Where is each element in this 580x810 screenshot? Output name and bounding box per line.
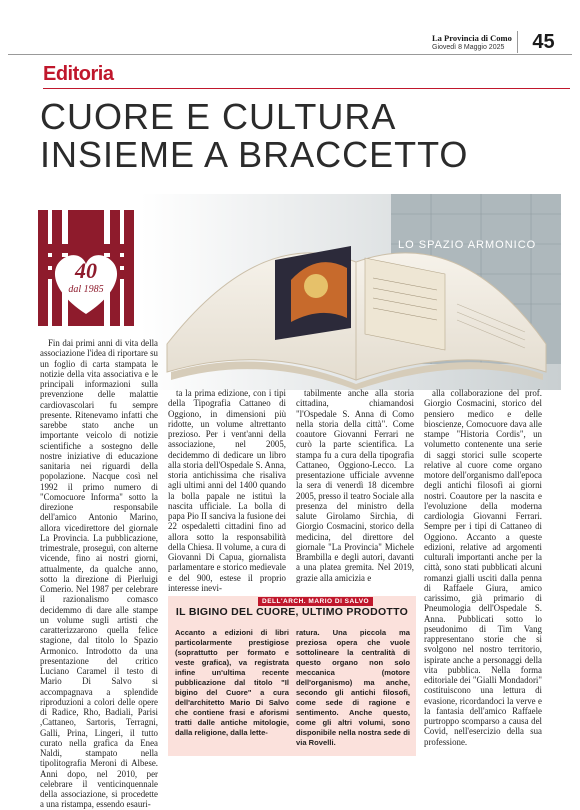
sidebar-kicker: DELL'ARCH. MARIO DI SALVO xyxy=(258,597,373,606)
anniversary-logo xyxy=(38,210,134,326)
article-column-1 xyxy=(40,338,158,810)
article-paragraph: Fin dai primi anni di vita della associazione l'idea di riportare su un foglio di carta stampata le notizie della vita associativa e le principali informazioni sulla prevenzione delle malattie cardiovascolari fu sempre presente. Ritenevamo infatti che sarebbe stato anche un importante veicolo di notizie scientifiche a sostegno delle nostre iniziative di educazione sanitaria nei riguardi della popolazione. Nacque così nel 1992 il primo numero di "Comocuore Informa" sotto la direzione responsabile dell'amico Antonio Marino, allora vicedirettore del giornale La Provincia. La pubblicazione, trimestrale, proseguì, con alterne vicende, fino ai nostri giorni, attualmente, da qualche anno, sotto la direzione di Pierluigi Comerio. Nel 1987 per celebrare il razionalismo comasco decidemmo di dare alle stampe un volume sugli artisti che caratterizzarono quella felice stagione, dal titolo lo Spazio Armonico. Introdotto da una presentazione del critico Luciano Caramel il testo di Mario Di Salvo si accompagnava a splendide riproduzioni a colori delle opere di Radice, Rho, Badiali, Parisi ,Cattaneo, Sartoris, Terragni, Galli, Prina, Lingeri, il tutto curato nella grafica da Enea Naldi, stampato nella tipolitografia Meroni di Albese. Anni dopo, nel 2010, per celebrare il venticinquennale della associazione, si procedette a una ristampa, essendo esauri- xyxy=(40,338,158,810)
open-book-image xyxy=(141,194,561,390)
article-paragraph: tabilmente anche alla storia cittadina, chiamandosi "l'Ospedale S. Anna di Como nella storia della città". Come coautore Giovanni Ferrari ne curò la parte scientifica. La stampa fu a cura della tipografia Cattaneo, Oggiono-Lecco. La presentazione ufficiale avvenne la sera di venerdì 18 dicembre 2005, presso il teatro Sociale alla presenza del ministro della salute Girolamo Sirchia, di Giorgio Cosmacini, storico della medicina, del direttore del giornale "La Provincia" Michele Brambilla e degli autori, davanti a una platea gremita. Nel 2019, grazie alla amicizia e xyxy=(296,388,414,583)
headline-line-1: CUORE E CULTURA xyxy=(40,96,397,137)
header-divider xyxy=(8,54,572,55)
article-paragraph: alla collaborazione del prof. Giorgio Cosmacini, storico del pensiero medico e delle bioscienze, Comocuore dava alle stampe "Historia Cordis", un volumetto contenente una serie di saggi storici sulle scoperte relative al cuore come organo motore dell'organismo dall'epoca degli antichi filosofi ai giorni nostri. Coautore per la nascita e l'evoluzione della moderna cardiologia Giovanni Ferrari. Sempre per i tipi di Cattaneo di Oggiono. Accanto a queste edizioni, relative ad argomenti culturali importanti anche per la città, sono stati pubblicati alcuni romanzi gialli usciti dalla penna di Raffaele Giura, amico carissimo, già primario di Pneumologia dell'Ospedale S. Anna. Pubblicati sotto lo pseudonimo di Tim Vang rappresentano storie che si svolgono nel nostro territorio, ispirate anche a personaggi della vita pubblica. Nella forma editoriale dei "Gialli Mondadori" costituiscono una lettura di evasione, ricordandoci la verve e la fantasia dell'amico Raffaele purtroppo scomparso a causa del Covid, nell'esercizio della sua professione. xyxy=(424,388,542,747)
masthead xyxy=(432,34,522,52)
article-column-2 xyxy=(168,388,286,593)
publication-date: Giovedì 8 Maggio 2025 xyxy=(432,44,505,51)
headline xyxy=(40,98,560,174)
section-divider xyxy=(43,88,570,89)
headline-line-2: INSIEME A BRACCETTO xyxy=(40,134,469,175)
page-number: 45 xyxy=(517,31,569,53)
article-column-3 xyxy=(296,388,414,583)
logo-since: dal 1985 xyxy=(68,284,104,295)
publication-name: La Provincia di Como xyxy=(432,33,512,43)
sidebar-title: IL BIGINO DEL CUORE, ULTIMO PRODOTTO xyxy=(175,606,409,618)
sidebar-column-1: Accanto a edizioni di libri particolarmente prestigiose (soprattutto per formato e veste grafica), va registrata infine un'ultima recente pubblicazione dal titolo "Il bigino del Cuore" a cura dell'architetto Mario Di Salvo che contiene frasi e aforismi tratti dalle antiche mitologie, dalla religione, dalla lette- xyxy=(175,628,289,737)
logo-number: 40 xyxy=(75,258,97,283)
article-column-4 xyxy=(424,388,542,747)
section-label: Editoria xyxy=(43,63,114,85)
book-cover-title: LO SPAZIO ARMONICO xyxy=(398,239,537,251)
article-paragraph: ta la prima edizione, con i tipi della Tipografia Cattaneo di Oggiono, in dimensioni più ridotte, un volume altrettanto prezioso. Per i vent'anni della associazione, nel 2005, decidemmo di dedicare un libro alla storia dell'Ospedale S. Anna, storia antichissima che risaliva agli ultimi anni del 1400 quando la bolla papale ne istituì la nascita ufficiale. La bolla di papa Pio II sanciva la fusione dei 22 ospedaletti cittadini fino ad allora sotto la responsabilità della Chiesa. Il volume, a cura di Giovanni Di Capua, giornalista parlamentare e storico medievale e del 900, estese il proprio interesse inevi- xyxy=(168,388,286,593)
sidebar-column-2: ratura. Una piccola ma preziosa opera che vuole sottolineare la centralità di questo organo non solo meccanica (motore dell'organismo) ma anche, secondo gli antichi filosofi, come sede di ragione e sentimento. Anche questo, come gli altri volumi, sono disponibile nella nostra sede di via Rovelli. xyxy=(296,628,410,747)
